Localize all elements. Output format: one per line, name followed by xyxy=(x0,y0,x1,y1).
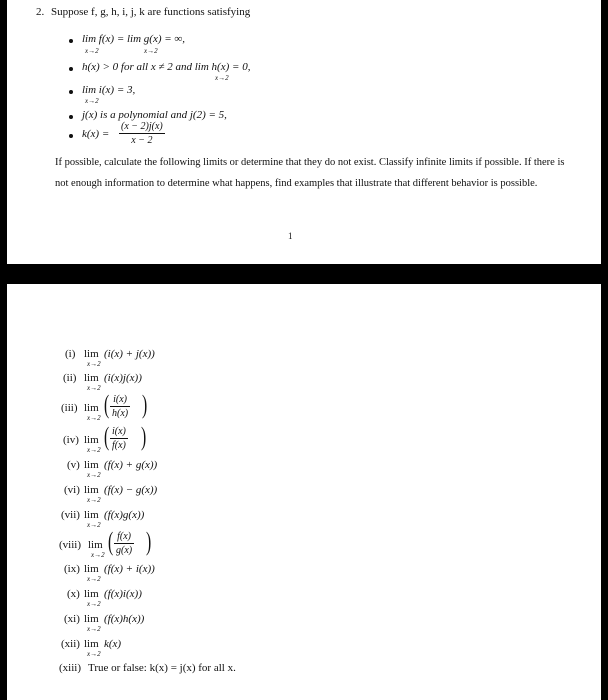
document-page-2: (i) lim x→2 (i(x) + j(x)) (ii) lim x→2 (i(x)j(x)) (iii) lim x→2 ( i(x) h(x) ) (iv) lim x→2 ( i(x) f(x) ) (v) lim x→2 (f(x) + g(x)) (vi) lim x→2 (f(x) − g(x)) (vii) lim x→2 (f(x)g(x)) (viii) lim x→2 ( f(x) g(x) ) (ix) lim x→2 (f(x) + i(x)) (x) lim x→2 (f(x)i(x)) (xi) lim x→2 (f(x)h(x)) (xii) lim x→2 k(x) (xiii) True or false: k(x) = j(x) for all x. xyxy=(7,284,601,700)
lim-word: lim xyxy=(84,434,99,446)
lim-word: lim xyxy=(84,588,99,600)
lim-word: lim xyxy=(84,638,99,650)
limit-subscript: x→2 xyxy=(215,74,229,82)
limit-subscript: x→2 xyxy=(91,551,105,559)
lim-word: lim xyxy=(84,372,99,384)
part-expression: (f(x)h(x)) xyxy=(104,613,145,625)
kx-numerator: (x − 2)j(x) xyxy=(121,121,163,132)
document-page-1 xyxy=(7,0,601,264)
limit-subscript: x→2 xyxy=(85,47,99,55)
bullet xyxy=(69,39,73,43)
limit-subscript: x→2 xyxy=(87,360,101,368)
kx-fraction xyxy=(119,121,165,146)
part-expression: k(x) xyxy=(104,638,122,650)
part-label: (iv) xyxy=(63,434,79,446)
lim-word: lim xyxy=(84,484,99,496)
limit-subscript: x→2 xyxy=(87,471,101,479)
condition-1: lim f(x) = lim g(x) = ∞, xyxy=(82,33,186,45)
limit-subscript: x→2 xyxy=(87,414,101,422)
limit-subscript: x→2 xyxy=(85,97,99,105)
instructions-paragraph: If possible, calculate the following limits or determine that they do not exist. Classify infinite limits if possible. If there is not enough information to determine what happens, find examples that illustrate that different behavior is possible. xyxy=(55,157,565,189)
part-label: (xi) xyxy=(64,613,80,625)
bullet xyxy=(69,115,73,119)
part-fraction: i(x) h(x) xyxy=(112,394,129,419)
condition-2: h(x) > 0 for all x ≠ 2 and lim h(x) = 0, xyxy=(82,61,251,73)
limit-subscript: x→2 xyxy=(87,496,101,504)
limit-subscript: x→2 xyxy=(87,446,101,454)
limit-subscript: x→2 xyxy=(87,600,101,608)
bullet xyxy=(69,134,73,138)
part-expression: (f(x) + i(x)) xyxy=(104,563,155,575)
part-label: (ii) xyxy=(63,372,77,384)
part-label: (iii) xyxy=(61,402,78,414)
problem-number: 2. xyxy=(36,6,45,18)
bullet xyxy=(69,90,73,94)
part-expression: (i(x)j(x)) xyxy=(104,372,142,384)
lim-word: lim xyxy=(88,539,103,551)
lim-word: lim xyxy=(84,348,99,360)
kx-denominator: x − 2 xyxy=(131,135,153,146)
limit-subscript: x→2 xyxy=(87,521,101,529)
part-label: (v) xyxy=(67,459,80,471)
problem-intro: Suppose f, g, h, i, j, k are functions satisfying xyxy=(51,6,251,18)
part-fraction: f(x) g(x) xyxy=(116,531,133,556)
limit-subscript: x→2 xyxy=(87,575,101,583)
limit-subscript: x→2 xyxy=(87,650,101,658)
page-number: 1 xyxy=(288,231,293,241)
part-expression: (f(x)g(x)) xyxy=(104,509,145,521)
part-expression: (f(x)i(x)) xyxy=(104,588,142,600)
lim-word: lim xyxy=(84,459,99,471)
part-fraction: i(x) f(x) xyxy=(112,426,126,451)
lim-word: lim xyxy=(84,402,99,414)
part-label: (x) xyxy=(67,588,80,600)
condition-5: k(x) = xyxy=(82,128,110,140)
bullet xyxy=(69,67,73,71)
limit-subscript: x→2 xyxy=(144,47,158,55)
part-label: (xiii) xyxy=(59,662,81,674)
limit-subscript: x→2 xyxy=(87,625,101,633)
part-label: (i) xyxy=(65,348,76,360)
part-label: (xii) xyxy=(61,638,80,650)
lim-word: lim xyxy=(84,509,99,521)
lim-word: lim xyxy=(84,563,99,575)
part-label: (vi) xyxy=(64,484,80,496)
part-label: (ix) xyxy=(64,563,80,575)
part-label: (vii) xyxy=(61,509,80,521)
part-expression: (i(x) + j(x)) xyxy=(104,348,155,360)
condition-4: j(x) is a polynomial and j(2) = 5, xyxy=(82,109,227,121)
part-expression: (f(x) + g(x)) xyxy=(104,459,158,471)
limit-subscript: x→2 xyxy=(87,384,101,392)
lim-word: lim xyxy=(84,613,99,625)
condition-3: lim i(x) = 3, xyxy=(82,84,136,96)
part-label: (viii) xyxy=(59,539,81,551)
part-expression: (f(x) − g(x)) xyxy=(104,484,158,496)
part-statement: True or false: k(x) = j(x) for all x. xyxy=(88,662,236,674)
